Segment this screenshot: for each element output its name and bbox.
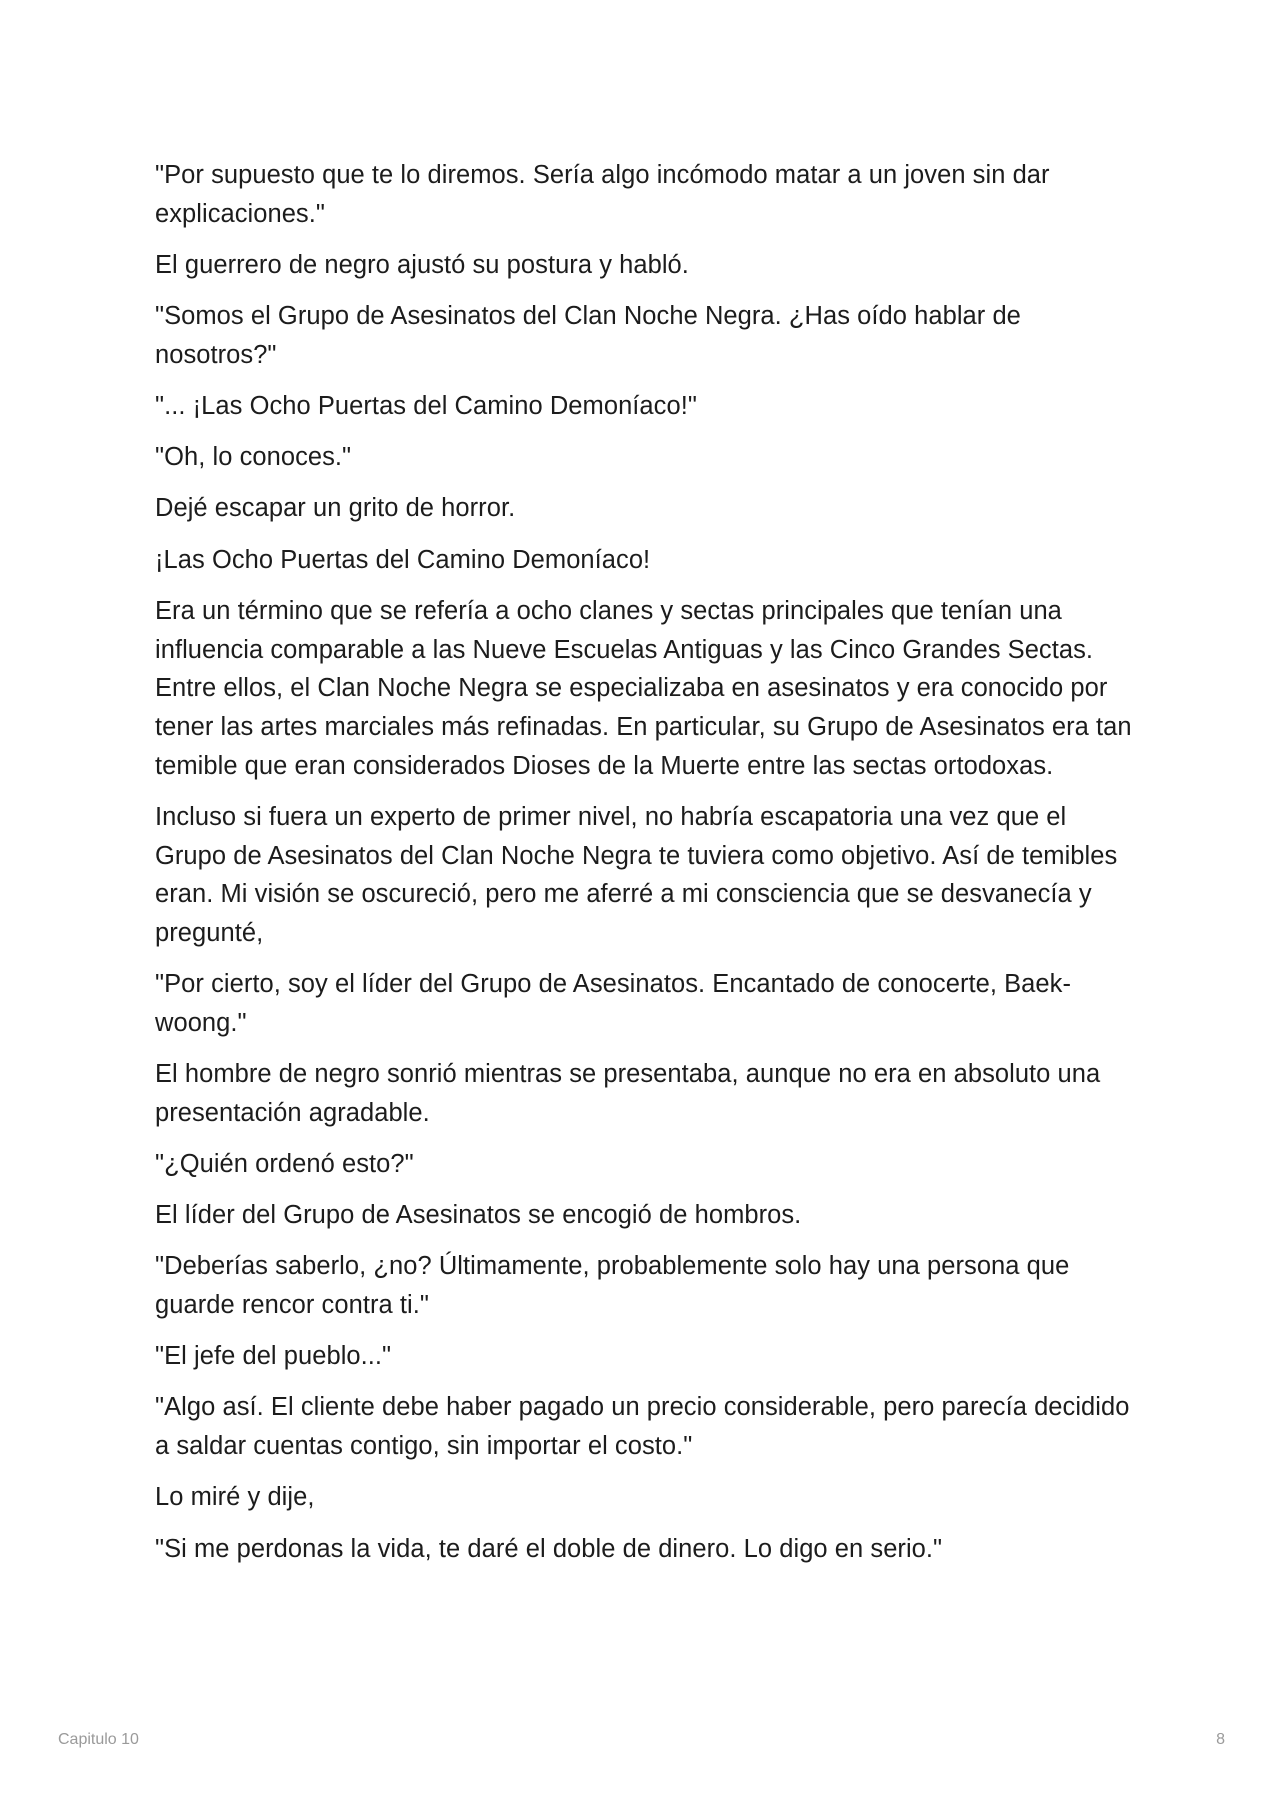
paragraph: Lo miré y dije, — [155, 1483, 315, 1512]
paragraph: "Si me perdonas la vida, te daré el doble de dinero. Lo digo en serio." — [155, 1534, 943, 1563]
paragraph: Era un término que se refería a ocho clanes y sectas principales que tenían una influencia comparable a las Nueve Escuelas Antiguas y las Cinco Grandes Sectas. Entre ellos, el Clan Noche Negra se especializaba en asesinatos y era conocido por tener las artes marciales más refinadas. En particular, su Grupo de Asesinatos era tan temible que eran considerados Dioses de la Muerte entre las sectas ortodoxas. — [155, 596, 1132, 780]
paragraph: ¡Las Ocho Puertas del Camino Demoníaco! — [155, 545, 651, 574]
paragraph: "El jefe del pueblo..." — [155, 1342, 392, 1371]
paragraph: "Algo así. El cliente debe haber pagado un precio considerable, pero parecía decidido a saldar cuentas contigo, sin importar el costo." — [155, 1393, 1130, 1461]
paragraph: El líder del Grupo de Asesinatos se encogió de hombros. — [155, 1201, 802, 1230]
page-body — [155, 156, 1135, 1581]
paragraph: Incluso si fuera un experto de primer nivel, no habría escapatoria una vez que el Grupo de Asesinatos del Clan Noche Negra te tuviera como objetivo. Así de temibles eran. Mi visión se oscureció, pero me aferré a mi consciencia que se desvanecía y pregunté, — [155, 802, 1118, 947]
paragraph: Dejé escapar un grito de horror. — [155, 494, 516, 523]
paragraph: "Por supuesto que te lo diremos. Sería algo incómodo matar a un joven sin dar explicaciones." — [155, 161, 1050, 228]
paragraph: "Deberías saberlo, ¿no? Últimamente, probablemente solo hay una persona que guarde rencor contra ti." — [155, 1252, 1070, 1320]
paragraph: "Por cierto, soy el líder del Grupo de Asesinatos. Encantado de conocerte, Baek-woong." — [155, 970, 1071, 1037]
footer-chapter: Capitulo 10 — [58, 1731, 139, 1748]
paragraph: "Oh, lo conoces." — [155, 443, 352, 472]
paragraph: "Somos el Grupo de Asesinatos del Clan Noche Negra. ¿Has oído hablar de nosotros?" — [155, 302, 1021, 369]
paragraph: "... ¡Las Ocho Puertas del Camino Demoníaco!" — [155, 392, 697, 421]
paragraph: El hombre de negro sonrió mientras se presentaba, aunque no era en absoluto una presentación agradable. — [155, 1060, 1101, 1127]
paragraph: "¿Quién ordenó esto?" — [155, 1149, 414, 1178]
footer-page-number: 8 — [1216, 1731, 1225, 1748]
paragraph: El guerrero de negro ajustó su postura y habló. — [155, 250, 689, 279]
